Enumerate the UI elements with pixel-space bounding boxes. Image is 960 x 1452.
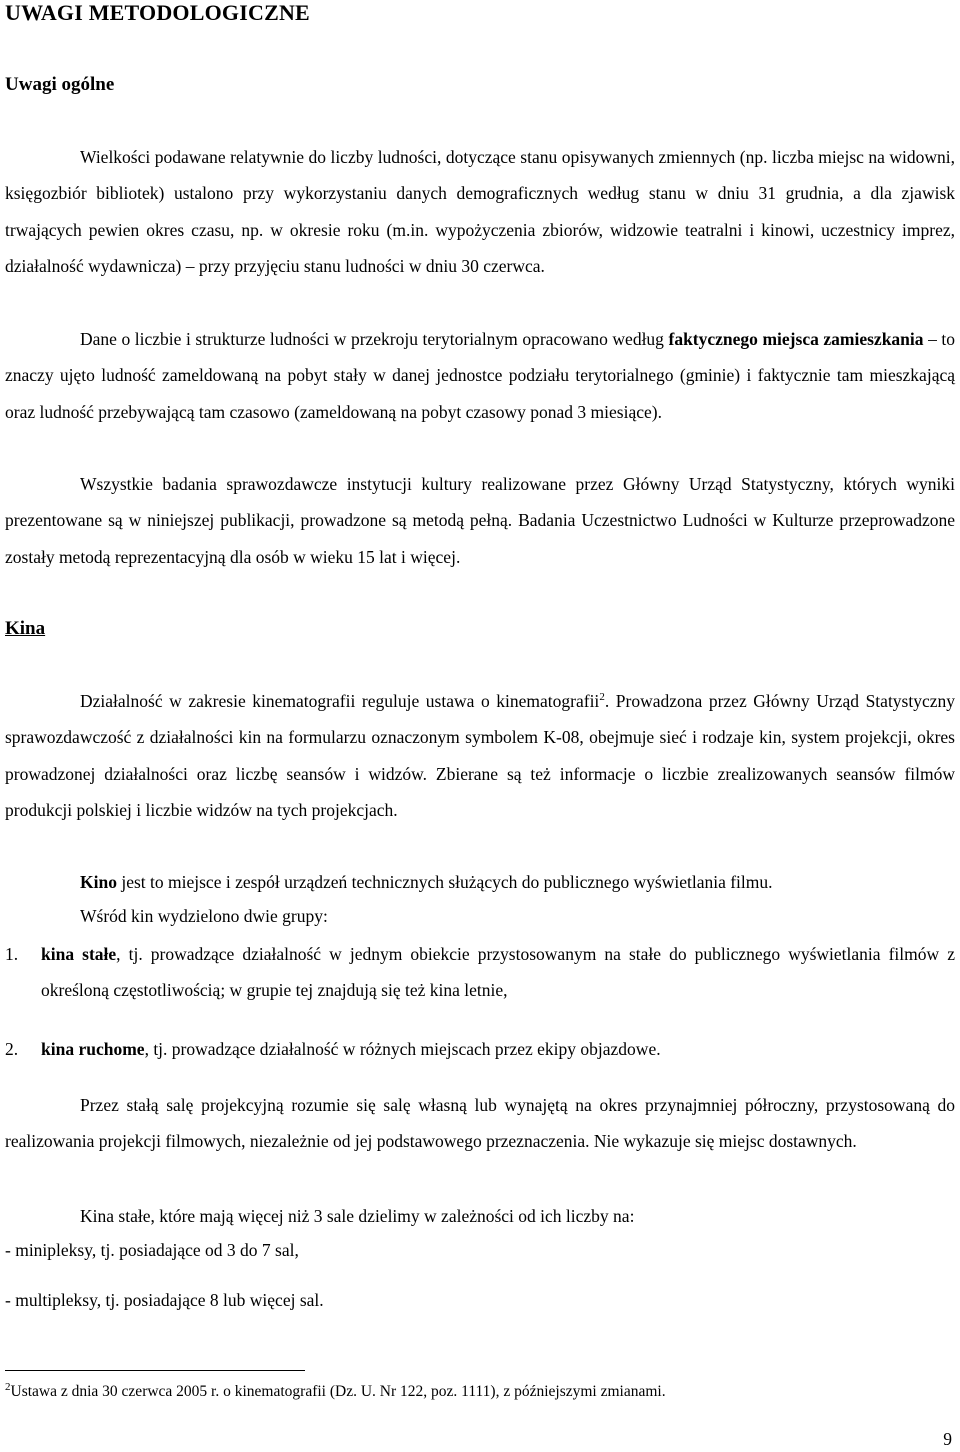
list-item bbox=[5, 936, 955, 1009]
footnote-ref: 2 bbox=[599, 691, 605, 704]
list-number: 1. bbox=[5, 944, 19, 964]
paragraph-groups-intro: Wśród kin wydzielono dwie grupy: bbox=[80, 906, 328, 926]
paragraph-population-basis: Wielkości podawane relatywnie do liczby ludności, dotyczące stanu opisywanych zmiennych (np. liczba miejsc na widowni, księgozbiór bibliotek) ustalono przy wykorzystaniu danych demograficznych według stanu w dniu 31 grudnia, a dla zjawisk trwających pewien okres czasu, np. w okresie roku (m.in. wypożyczenia zbiorów, widzowie teatralni i kinowi, uczestnicy imprez, działalność wydawnicza) – przy przyjęciu stanu ludności w dniu 30 czerwca. bbox=[5, 147, 955, 277]
list-item-multipleks: - multipleksy, tj. posiadające 8 lub więcej sal. bbox=[5, 1290, 324, 1310]
list-number: 2. bbox=[5, 1039, 19, 1059]
footnote-number: 2 bbox=[5, 1380, 11, 1393]
text-run: jest to miejsce i zespół urządzeń technicznych służących do publicznego wyświetlania filmu. bbox=[116, 872, 773, 892]
footnote-divider bbox=[5, 1370, 305, 1371]
heading-text: Kina bbox=[5, 618, 46, 639]
text-run: Działalność w zakresie kinematografii reguluje ustawa o kinematografii bbox=[80, 691, 600, 711]
bold-term: Kino bbox=[80, 872, 117, 892]
paragraph-surveys: Wszystkie badania sprawozdawcze instytucji kultury realizowane przez Główny Urząd Statystyczny, których wyniki prezentowane są w niniejszej publikacji, prowadzone są metodą pełną. Badania Uczestnictwo Ludności w Kulturze przeprowadzone zostały metodą reprezentacyjną dla osób w wieku 15 lat i więcej. bbox=[5, 474, 955, 567]
footnote bbox=[5, 1381, 666, 1403]
text-run: . Prowadzona przez Główny Urząd Statystyczny sprawozdawczość z działalności kin na formularzu oznaczonym symbolem K-08, obejmuje sieć i rodzaje kin, system projekcji, okres prowadzonej działalności oraz liczbę seansów i widzów. Zbierane są też informacje o liczbie zrealizowanych seansów filmów produkcji polskiej i liczbie widzów na tych projekcjach. bbox=[5, 691, 956, 821]
text-run: Dane o liczbie i strukturze ludności w przekroju terytorialnym opracowano według bbox=[80, 329, 669, 349]
bold-term: kina ruchome bbox=[41, 1039, 145, 1059]
paragraph-projection-room: Przez stałą salę projekcyjną rozumie się salę własną lub wynajętą na okres przynajmniej półroczny, przystosowaną do realizowania projekcji filmowych, niezależnie od jej podstawowego przeznaczenia. Nie wykazuje się miejsc dostawnych. bbox=[5, 1095, 955, 1152]
paragraph-halls: Kina stałe, które mają więcej niż 3 sale dzielimy w zależności od ich liczby na: bbox=[80, 1206, 635, 1226]
text-run: , tj. prowadzące działalność w różnych miejscach przez ekipy objazdowe. bbox=[144, 1039, 661, 1059]
bold-term: kina stałe bbox=[41, 944, 117, 964]
list-item bbox=[5, 1031, 955, 1067]
text-run: – to znaczy ujęto ludność zameldowaną na pobyt stały w danej jednostce podziału terytorialnego (gminie) i faktycznie tam mieszkającą oraz ludność przebywającą tam czasowo (zameldowaną na pobyt czasowy ponad 3 miesiące). bbox=[5, 329, 955, 422]
paragraph-cinema-definition bbox=[5, 864, 955, 900]
page-title: UWAGI METODOLOGICZNE bbox=[5, 0, 310, 25]
section-heading-cinema bbox=[5, 617, 45, 641]
paragraph-cinema-law bbox=[5, 683, 955, 829]
paragraph-residence bbox=[5, 321, 955, 430]
footnote-text: Ustawa z dnia 30 czerwca 2005 r. o kinematografii (Dz. U. Nr 122, poz. 1111), z późniejszymi zmianami. bbox=[10, 1383, 666, 1400]
page-number: 9 bbox=[943, 1429, 952, 1449]
bold-term: faktycznego miejsca zamieszkania bbox=[668, 329, 924, 349]
section-heading-general: Uwagi ogólne bbox=[5, 74, 115, 95]
list-item-minipleks: - minipleksy, tj. posiadające od 3 do 7 sal, bbox=[5, 1240, 299, 1260]
text-run: , tj. prowadzące działalność w jednym obiekcie przystosowanym na stałe do publicznego wyświetlania filmów z określoną częstotliwością; w grupie tej znajdują się też kina letnie, bbox=[41, 944, 955, 1001]
